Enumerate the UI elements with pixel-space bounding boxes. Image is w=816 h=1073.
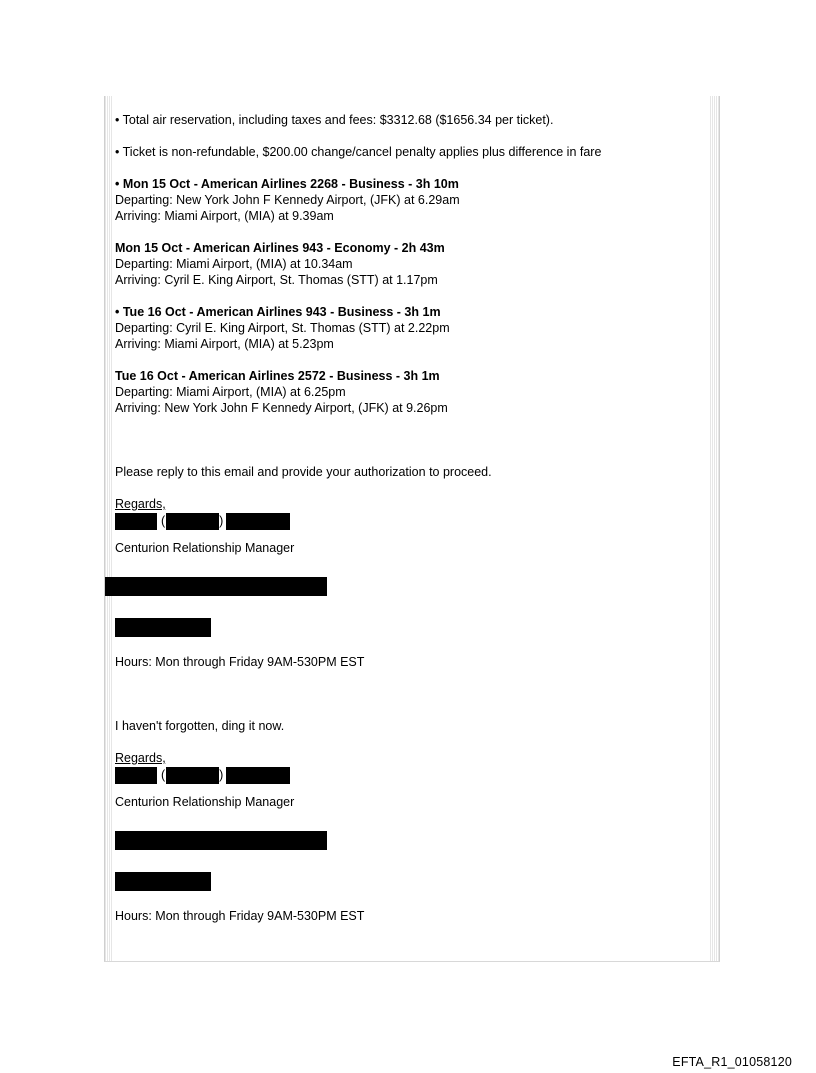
redacted-contact-line xyxy=(115,831,705,851)
signature-block xyxy=(115,496,705,670)
flight-segment xyxy=(115,368,705,416)
followup-message: I haven't forgotten, ding it now. xyxy=(115,719,285,733)
flight-departing: Departing: New York John F Kennedy Airport, (JFK) at 6.29am xyxy=(115,193,460,207)
redacted-phone-line xyxy=(115,872,705,892)
redacted-name-line: ( ) xyxy=(115,512,705,530)
email-body xyxy=(115,112,705,924)
redaction-box xyxy=(115,618,211,637)
flight-departing: Departing: Miami Airport, (MIA) at 10.34am xyxy=(115,257,353,271)
redaction-box xyxy=(115,513,157,530)
redaction-box xyxy=(226,513,290,530)
redacted-name-line: ( ) xyxy=(115,766,705,784)
flight-arriving: Arriving: New York John F Kennedy Airport, (JFK) at 9.26pm xyxy=(115,401,448,415)
signature-title: Centurion Relationship Manager xyxy=(115,795,295,809)
redacted-contact-line xyxy=(105,577,705,597)
flight-header: • Mon 15 Oct - American Airlines 2268 - Business - 3h 10m xyxy=(115,177,459,191)
flight-arriving: Arriving: Miami Airport, (MIA) at 9.39am xyxy=(115,209,334,223)
flight-header: Tue 16 Oct - American Airlines 2572 - Business - 3h 1m xyxy=(115,369,440,383)
flight-header: • Tue 16 Oct - American Airlines 943 - Business - 3h 1m xyxy=(115,305,441,319)
service-hours: Hours: Mon through Friday 9AM-530PM EST xyxy=(115,655,365,669)
authorization-request: Please reply to this email and provide your authorization to proceed. xyxy=(115,465,492,479)
redaction-box xyxy=(166,513,219,530)
flight-arriving: Arriving: Miami Airport, (MIA) at 5.23pm xyxy=(115,337,334,351)
email-frame xyxy=(104,96,720,962)
flight-header: Mon 15 Oct - American Airlines 943 - Economy - 2h 43m xyxy=(115,241,445,255)
fare-total-line: • Total air reservation, including taxes and fees: $3312.68 ($1656.34 per ticket). xyxy=(115,113,554,127)
regards-text: Regards, xyxy=(115,497,166,511)
redaction-box xyxy=(115,767,157,784)
fare-refund-line: • Ticket is non-refundable, $200.00 change/cancel penalty applies plus difference in fare xyxy=(115,145,602,159)
redaction-box xyxy=(115,872,211,891)
flight-arriving: Arriving: Cyril E. King Airport, St. Thomas (STT) at 1.17pm xyxy=(115,273,438,287)
signature-title: Centurion Relationship Manager xyxy=(115,541,295,555)
flight-departing: Departing: Miami Airport, (MIA) at 6.25pm xyxy=(115,385,346,399)
document-id: EFTA_R1_01058120 xyxy=(672,1055,792,1069)
redaction-box xyxy=(115,831,327,850)
flight-segment xyxy=(115,240,705,288)
redaction-box xyxy=(105,577,327,596)
regards-text: Regards, xyxy=(115,751,166,765)
redaction-box xyxy=(166,767,219,784)
left-border-rail xyxy=(105,96,112,961)
flight-segment xyxy=(115,304,705,352)
signature-block xyxy=(115,750,705,924)
flight-segment xyxy=(115,176,705,224)
service-hours: Hours: Mon through Friday 9AM-530PM EST xyxy=(115,909,365,923)
redacted-phone-line xyxy=(115,618,705,638)
right-border-rail xyxy=(710,96,719,961)
flight-departing: Departing: Cyril E. King Airport, St. Thomas (STT) at 2.22pm xyxy=(115,321,450,335)
redaction-box xyxy=(226,767,290,784)
